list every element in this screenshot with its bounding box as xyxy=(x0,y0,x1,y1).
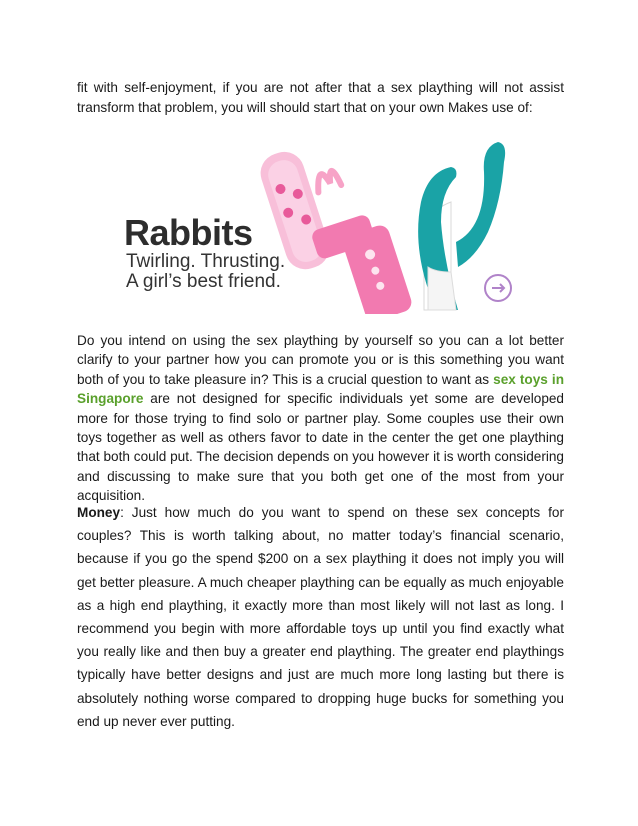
money-label: Money xyxy=(77,505,121,520)
paragraph-intro: fit with self-enjoyment, if you are not after that a sex plaything will not assist transform that problem, you will should start that on your own Makes use of: xyxy=(77,80,564,115)
paragraph-purpose-text-1: Do you intend on using the sex plaything by yourself so you can a lot better clarify to your partner how you can promote you or is this something you want both of you to take pleasure in? This is a crucial question to want as xyxy=(77,333,564,387)
paragraph-money xyxy=(77,501,564,733)
sex-toys-link[interactable]: sex toys in Singapore xyxy=(77,371,565,407)
figure-tagline-1: Twirling. Thrusting. xyxy=(126,251,286,272)
money-text: : Just how much do you want to spend on these sex concepts for couples? This is worth talking about, no matter today’s financial scenario, because if you go the spend $200 on a sex plaything it does not imply you will get better pleasure. A much cheaper plaything can be equally as much enjoyable as a high end plaything, it exactly more than most likely will not last as long. I recommend you begin with more affordable toys up until you find exactly what you really like and then buy a greater end plaything. The greater end playthings typically have better designs and just are much more long lasting but there is absolutely nothing worse compared to dropping huge bucks for something you end up never ever putting. xyxy=(77,505,564,729)
figure-tagline-2: A girl’s best friend. xyxy=(126,271,281,292)
brand-logo xyxy=(485,275,511,301)
product-image xyxy=(106,132,530,314)
figure-title: Rabbits xyxy=(124,212,253,253)
paragraph-purpose-text-2: are not designed for specific individuals yet some are developed more for those trying to find solo or partner play. Some couples use their own toys together as well as others favor to date in the center the get one plaything that both could put. The decision depends on you however it is worth considering and discussing to make sure that you both get one of the most from your acquisition. xyxy=(77,391,564,504)
paragraph-purpose xyxy=(77,331,564,506)
